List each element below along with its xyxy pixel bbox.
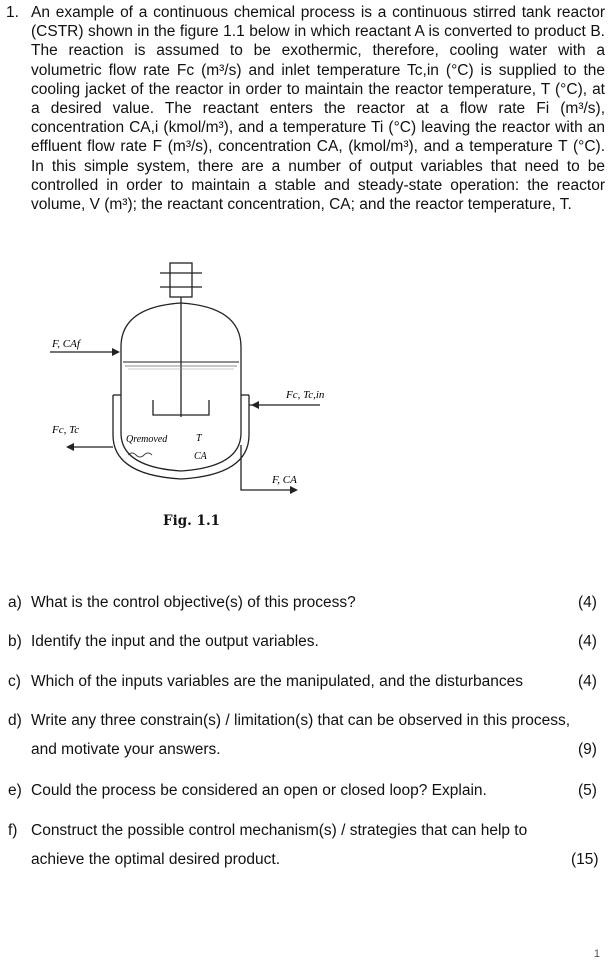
question-marks: (15): [571, 851, 599, 868]
question-letter: a): [8, 594, 22, 611]
question-letter: e): [8, 782, 22, 799]
question-b: [8, 628, 602, 656]
coolant-in-label: Fc, Tc,in: [286, 389, 325, 401]
question-a: [8, 589, 602, 617]
page-number: 1: [593, 948, 600, 960]
question-text: What is the control objective(s) of this process?: [31, 594, 356, 611]
question-text: Construct the possible control mechanism(s) / strategies that can help to: [31, 822, 528, 839]
question-number: 1.: [6, 4, 19, 21]
effluent-label: F, CA: [272, 474, 297, 486]
question-marks: (4): [578, 633, 597, 650]
question-marks: (9): [578, 741, 597, 758]
intro-paragraph: An example of a continuous chemical process is a continuous stirred tank reactor (CSTR) shown in the figure 1.1 below in which reactant A is converted to product B. The reaction is assumed to be exothermic, therefore, cooling water with a volumetric flow rate Fc (m³/s) and inlet temperature Tc,in (°C) is supplied to the cooling jacket of the reactor in order to maintain the reactor temperature, T (°C), at a desired value. The reactant enters the reactor at a flow rate Fi (m³/s), concentration CA,i (kmol/m³), and a temperature Ti (°C) leaving the reactor with an effluent flow rate F (m³/s), concentration CA, (kmol/m³), and a temperature T (°C). In this simple system, there are a number of output variables that need to be controlled in order to maintain a stable and steady-state operation: the reactor volume, V (m³); the reactant concentration, CA; and the reactor temperature, T.: [31, 4, 605, 214]
question-text: Write any three constrain(s) / limitation(s) that can be observed in this process,: [31, 712, 570, 729]
feed-label: F, CAf: [52, 338, 80, 350]
reactor-temp-label: T: [196, 433, 202, 444]
coolant-in-arrow: [251, 401, 259, 409]
question-letter: b): [8, 633, 22, 650]
question-marks: (4): [578, 594, 597, 611]
feed-arrow: [112, 348, 120, 356]
effluent-arrow: [290, 486, 298, 494]
question-e: [8, 777, 602, 805]
question-letter: d): [8, 712, 22, 729]
question-letter: c): [8, 673, 21, 690]
question-f: [8, 817, 602, 873]
question-marks: (5): [578, 782, 597, 799]
figure-caption: Fig. 1.1: [163, 513, 221, 529]
question-c: [8, 668, 602, 696]
question-text: Which of the inputs variables are the manipulated, and the disturbances: [31, 673, 523, 690]
motor-box: [170, 263, 192, 297]
question-letter: f): [8, 822, 18, 839]
coolant-out-label: Fc, Tc: [52, 424, 80, 436]
heat-removed-label: Qremoved: [126, 434, 168, 445]
cstr-figure: [40, 255, 380, 545]
question-text: Identify the input and the output variables.: [31, 633, 319, 650]
question-d: [8, 707, 602, 763]
cstr-diagram: [40, 255, 380, 545]
reactor-conc-label: CA: [194, 451, 207, 462]
coolant-out-arrow: [66, 443, 74, 451]
question-text: Could the process be considered an open or closed loop? Explain.: [31, 782, 487, 799]
question-text-line2: achieve the optimal desired product.: [31, 851, 281, 868]
question-marks: (4): [578, 673, 597, 690]
question-text-line2: and motivate your answers.: [31, 741, 221, 758]
